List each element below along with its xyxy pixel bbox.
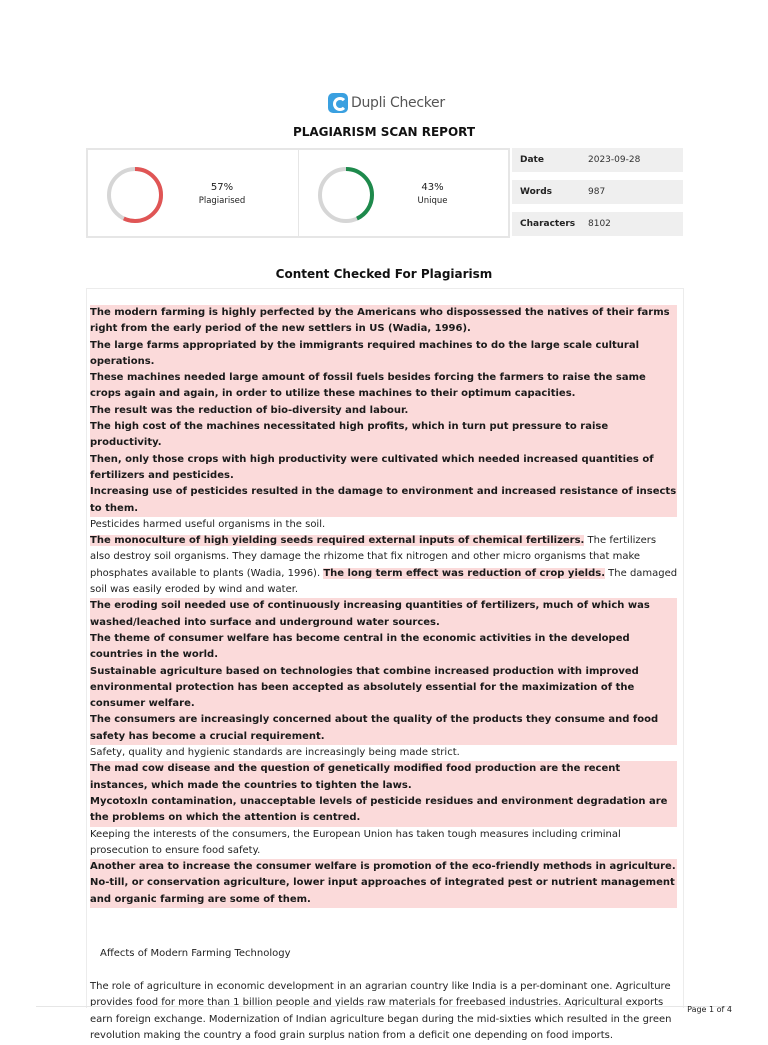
body-paragraph: The role of agriculture in economic development in an agrarian country like India is a per-dominant one. Agriculture provides food for more than 1 billion people and yields raw materials for freebased industries. Agricultural exports earn foreign exchange. Modernization of Indian agriculture began during the mid-sixties which resulted in the green revolution making the country a food grain surplus nation from a deficit one depending on food imports.	[90, 980, 672, 1042]
plagiarised-percent: 57%	[210, 182, 234, 193]
section-title: Content Checked For Plagiarism	[275, 267, 493, 281]
plagiarised-sentence: The result was the reduction of bio-diversity and labour.	[90, 403, 677, 419]
plagiarised-stat	[88, 150, 298, 236]
report-meta	[512, 148, 683, 244]
plagiarised-sentence: Mycotoxln contamination, unacceptable levels of pesticide residues and environment degradation are the problems on which the attention is centred.	[90, 794, 677, 827]
subheading: Affects of Modern Farming Technology	[100, 947, 291, 959]
plagiarised-sentence: Then, only those crops with high productivity were cultivated which needed increased quantities of fertilizers and pesticides.	[90, 452, 677, 485]
plagiarised-sentence: The monoculture of high yielding seeds required external inputs of chemical fertilizers.	[90, 535, 585, 547]
meta-value: 8102	[588, 219, 611, 229]
unique-sentence: Safety, quality and hygienic standards are increasingly being made strict.	[90, 747, 460, 759]
plagiarised-ring	[106, 166, 164, 224]
plagiarised-label: Plagiarised	[198, 196, 246, 206]
plagiarised-sentence: Increasing use of pesticides resulted in the damage to environment and increased resistance of insects to them.	[90, 484, 677, 517]
plagiarised-sentence: The modern farming is highly perfected by the Americans who dispossessed the natives of their farms right from the early period of the new settlers in US (Wadia, 1996).	[90, 305, 677, 338]
meta-key: Words	[520, 187, 553, 197]
plagiarised-sentence: The eroding soil needed use of continuously increasing quantities of fertilizers, much of which was washed/leached into surface and underground water sources.	[90, 598, 677, 631]
plagiarised-sentence: Sustainable agriculture based on technologies that combine increased production with improved environmental protection has been accepted as absolutely essential for the maximization of the consumer welfare.	[90, 664, 677, 713]
brand-logo	[328, 92, 445, 114]
unique-percent: 43%	[421, 182, 444, 193]
brand-name: Dupli Checker	[351, 95, 445, 111]
page-number: Page 1 of 4	[687, 1005, 732, 1014]
mixed-sentence-block	[90, 533, 679, 598]
plagiarised-sentence: The long term effect was reduction of crop yields.	[323, 567, 605, 579]
meta-key: Date	[520, 155, 544, 165]
plagiarised-sentence: These machines needed large amount of fossil fuels besides forcing the farmers to raise the same crops again and again, in order to utilize these machines to their optimum capacities.	[90, 370, 677, 403]
checked-text	[90, 305, 679, 908]
unique-label: Unique	[417, 196, 448, 206]
plagiarised-sentence: The theme of consumer welfare has become central in the economic activities in the developed countries in the world.	[90, 631, 677, 664]
unique-sentence: Keeping the interests of the consumers, the European Union has taken tough measures including criminal prosecution to ensure food safety.	[90, 828, 621, 856]
meta-key: Characters	[520, 219, 576, 229]
plagiarised-sentence: The large farms appropriated by the immigrants required machines to do the large scale cultural operations.	[90, 338, 677, 371]
unique-sentence: The fertilizers also destroy soil organisms. They damage the rhizome that fix nitrogen and other micro organisms that make phosphates available to plants (Wadia, 1996).	[90, 535, 657, 579]
footer-divider	[36, 1006, 732, 1007]
meta-value: 987	[588, 187, 606, 197]
unique-sentence: Pesticides harmed useful organisms in the soil.	[90, 518, 326, 530]
meta-row-date	[512, 148, 683, 172]
meta-row-words	[512, 180, 683, 204]
report-title: PLAGIARISM SCAN REPORT	[292, 125, 476, 139]
meta-value: 2023-09-28	[588, 155, 641, 165]
meta-row-characters	[512, 212, 683, 236]
dupli-checker-logo-icon	[328, 93, 348, 113]
unique-sentence: The damaged soil was easily eroded by wind and water.	[90, 567, 678, 596]
unique-stat	[298, 150, 509, 236]
checked-content	[86, 288, 684, 1042]
plagiarised-sentence: Another area to increase the consumer welfare is promotion of the eco-friendly methods in agriculture.	[90, 859, 677, 875]
plagiarised-sentence: The high cost of the machines necessitated high profits, which in turn put pressure to raise productivity.	[90, 419, 677, 452]
plagiarised-sentence: The consumers are increasingly concerned about the quality of the products they consume and food safety has become a crucial requirement.	[90, 712, 677, 745]
unique-ring	[317, 166, 375, 224]
plagiarised-sentence: The mad cow disease and the question of genetically modified food production are the recent instances, which made the countries to tighten the laws.	[90, 761, 677, 794]
stats-panel	[86, 148, 510, 238]
plagiarised-sentence: No-till, or conservation agriculture, lower input approaches of integrated pest or nutrient management and organic farming are some of them.	[90, 875, 677, 908]
